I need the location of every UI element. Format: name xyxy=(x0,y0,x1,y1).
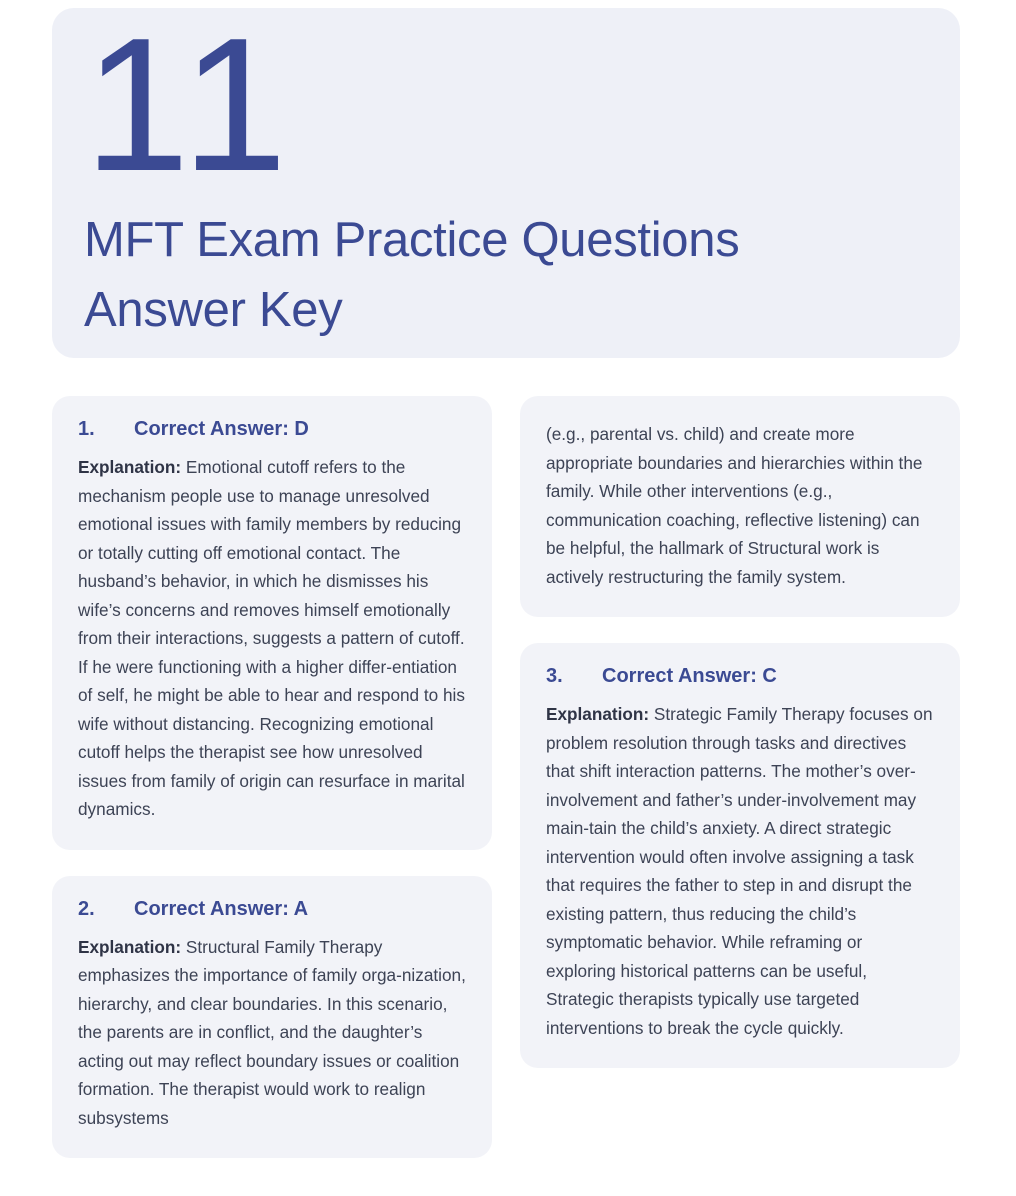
question-number-1: 1. xyxy=(78,418,95,440)
correct-answer-2: Correct Answer: A xyxy=(134,897,309,920)
answer-header-2 xyxy=(78,898,466,921)
continuation-text: (e.g., parental vs. child) and create more appropriate boundaries and hierarchies within the family. While other interventions (e.g., communication coaching, reflective listening) can be helpful, the hallmark of Structural work is actively restructuring the family system. xyxy=(546,424,923,587)
question-number-3: 3. xyxy=(546,665,563,687)
explanation-text-3: Strategic Family Therapy focuses on problem resolution through tasks and directives that shift interaction patterns. The mother’s over-involvement and father’s under-involvement may main-tain the child’s anxiety. A direct strategic intervention would often involve assigning a task that requires the father to step in and disrupt the existing pattern, thus reducing the child’s symptomatic behavior. While reframing or exploring historical patterns can be useful, Strategic therapists typically use targeted interventions to break the cycle quickly. xyxy=(546,704,933,1038)
correct-answer-1: Correct Answer: D xyxy=(134,418,309,440)
explanation-label-3: Explanation: xyxy=(546,704,650,724)
answer-header-3 xyxy=(546,665,934,688)
correct-answer-3: Correct Answer: C xyxy=(602,665,777,687)
content-columns xyxy=(52,396,960,1158)
question-number-2: 2. xyxy=(78,897,95,920)
answer-card-3 xyxy=(520,643,960,1068)
page-title: MFT Exam Practice Questions Answer Key xyxy=(84,213,740,337)
explanation-text-1: Emotional cutoff refers to the mechanism people use to manage unresolved emotional issues with family members by reducing or totally cutting off emotional contact. The husband’s behavior, in which he dismisses his wife’s concerns and removes himself emotionally from their interactions, suggests a pattern of cutoff. If he were functioning with a higher differ-entiation of self, he might be able to hear and respond to his wife without distancing. Recognizing emotional cutoff helps the therapist see how unresolved issues from family of origin can resurface in marital dynamics. xyxy=(78,457,465,819)
explanation-text-2: Structural Family Therapy emphasizes the importance of family orga-nization, hierarchy, and clear boundaries. In this scenario, the parents are in conflict, and the daughter’s acting out may reflect boundary issues or coalition formation. The therapist would work to realign subsystems xyxy=(78,936,466,1128)
left-column xyxy=(52,396,492,1158)
explanation-label-1: Explanation: xyxy=(78,457,182,477)
answer-header-1 xyxy=(78,418,466,441)
answer-explanation-3 xyxy=(546,700,934,1042)
page-number-display: 11 xyxy=(84,0,294,211)
right-column xyxy=(520,396,960,1068)
answer-card-1 xyxy=(52,396,492,850)
answer-explanation-2 xyxy=(78,933,466,1133)
answer-card-2-continuation xyxy=(520,396,960,617)
explanation-label-2: Explanation: xyxy=(78,936,182,957)
answer-explanation-1 xyxy=(78,453,466,824)
answer-card-2 xyxy=(52,876,492,1159)
